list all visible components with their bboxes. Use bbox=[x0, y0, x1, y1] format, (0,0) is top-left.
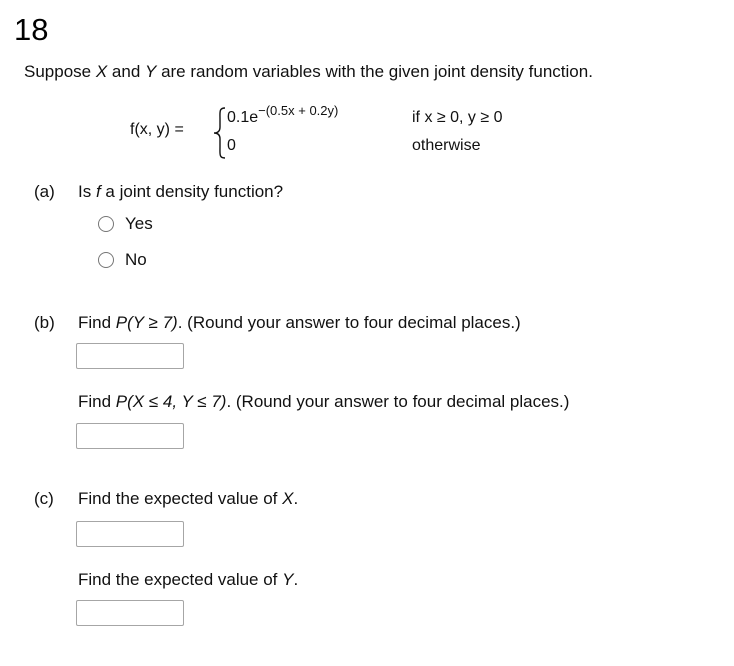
answer-input-expected-y[interactable] bbox=[76, 600, 184, 626]
part-c-q1-post: . bbox=[293, 489, 299, 508]
density-case1-condition: if x ≥ 0, y ≥ 0 bbox=[412, 109, 503, 126]
intro-text-mid: and bbox=[107, 62, 145, 81]
part-c-q2-var: Y bbox=[282, 570, 294, 589]
answer-input-p-xy[interactable] bbox=[76, 423, 184, 449]
part-b-question-1 bbox=[78, 311, 521, 335]
part-a-question bbox=[78, 180, 283, 204]
option-yes[interactable] bbox=[98, 212, 153, 236]
part-b-q2-post: . (Round your answer to four decimal places.) bbox=[226, 392, 570, 411]
density-case1-coef: 0.1e bbox=[227, 109, 259, 126]
curly-brace-icon bbox=[212, 106, 228, 160]
part-c-q1-pre: Find the expected value of bbox=[78, 489, 283, 508]
density-case1-exponent: −(0.5x + 0.2y) bbox=[258, 103, 339, 118]
part-b-q1-pre: Find bbox=[78, 313, 116, 332]
part-c-q2-pre: Find the expected value of bbox=[78, 570, 283, 589]
part-c-q2-post: . bbox=[293, 570, 299, 589]
option-no-label: No bbox=[125, 250, 147, 269]
part-b-question-2 bbox=[78, 390, 569, 414]
radio-no[interactable] bbox=[98, 252, 114, 268]
density-case2-condition: otherwise bbox=[412, 137, 481, 154]
part-b-q2-pre: Find bbox=[78, 392, 116, 411]
option-yes-label: Yes bbox=[125, 214, 153, 233]
intro-text-post: are random variables with the given joint density function. bbox=[156, 62, 593, 81]
part-a-question-pre: Is bbox=[78, 182, 96, 201]
intro-var-y: Y bbox=[145, 62, 157, 81]
part-b-q2-prob: P(X ≤ 4, Y ≤ 7) bbox=[115, 392, 227, 411]
density-args: (x, y) = bbox=[134, 121, 184, 138]
part-a-question-post: a joint density function? bbox=[100, 182, 284, 201]
intro-var-x: X bbox=[95, 62, 108, 81]
part-b-q1-prob: P(Y ≥ 7) bbox=[115, 313, 178, 332]
answer-input-p-y[interactable] bbox=[76, 343, 184, 369]
density-lhs bbox=[130, 120, 184, 140]
part-b-q1-post: . (Round your answer to four decimal places.) bbox=[177, 313, 521, 332]
density-case1-expression bbox=[227, 103, 339, 128]
part-a-label: (a) bbox=[34, 182, 55, 201]
part-c-q1-var: X bbox=[282, 489, 294, 508]
intro-text-pre: Suppose bbox=[24, 62, 96, 81]
question-intro bbox=[24, 60, 593, 84]
part-c-label: (c) bbox=[34, 489, 54, 508]
part-c-question-2 bbox=[78, 568, 298, 592]
part-b-label: (b) bbox=[34, 313, 55, 332]
density-case2-value: 0 bbox=[227, 137, 236, 154]
question-number: 18 bbox=[14, 12, 49, 47]
answer-input-expected-x[interactable] bbox=[76, 521, 184, 547]
density-f: f bbox=[130, 121, 135, 138]
option-no[interactable] bbox=[98, 248, 147, 272]
radio-yes[interactable] bbox=[98, 216, 114, 232]
part-a-question-var: f bbox=[95, 182, 101, 201]
part-c-question-1 bbox=[78, 487, 298, 511]
